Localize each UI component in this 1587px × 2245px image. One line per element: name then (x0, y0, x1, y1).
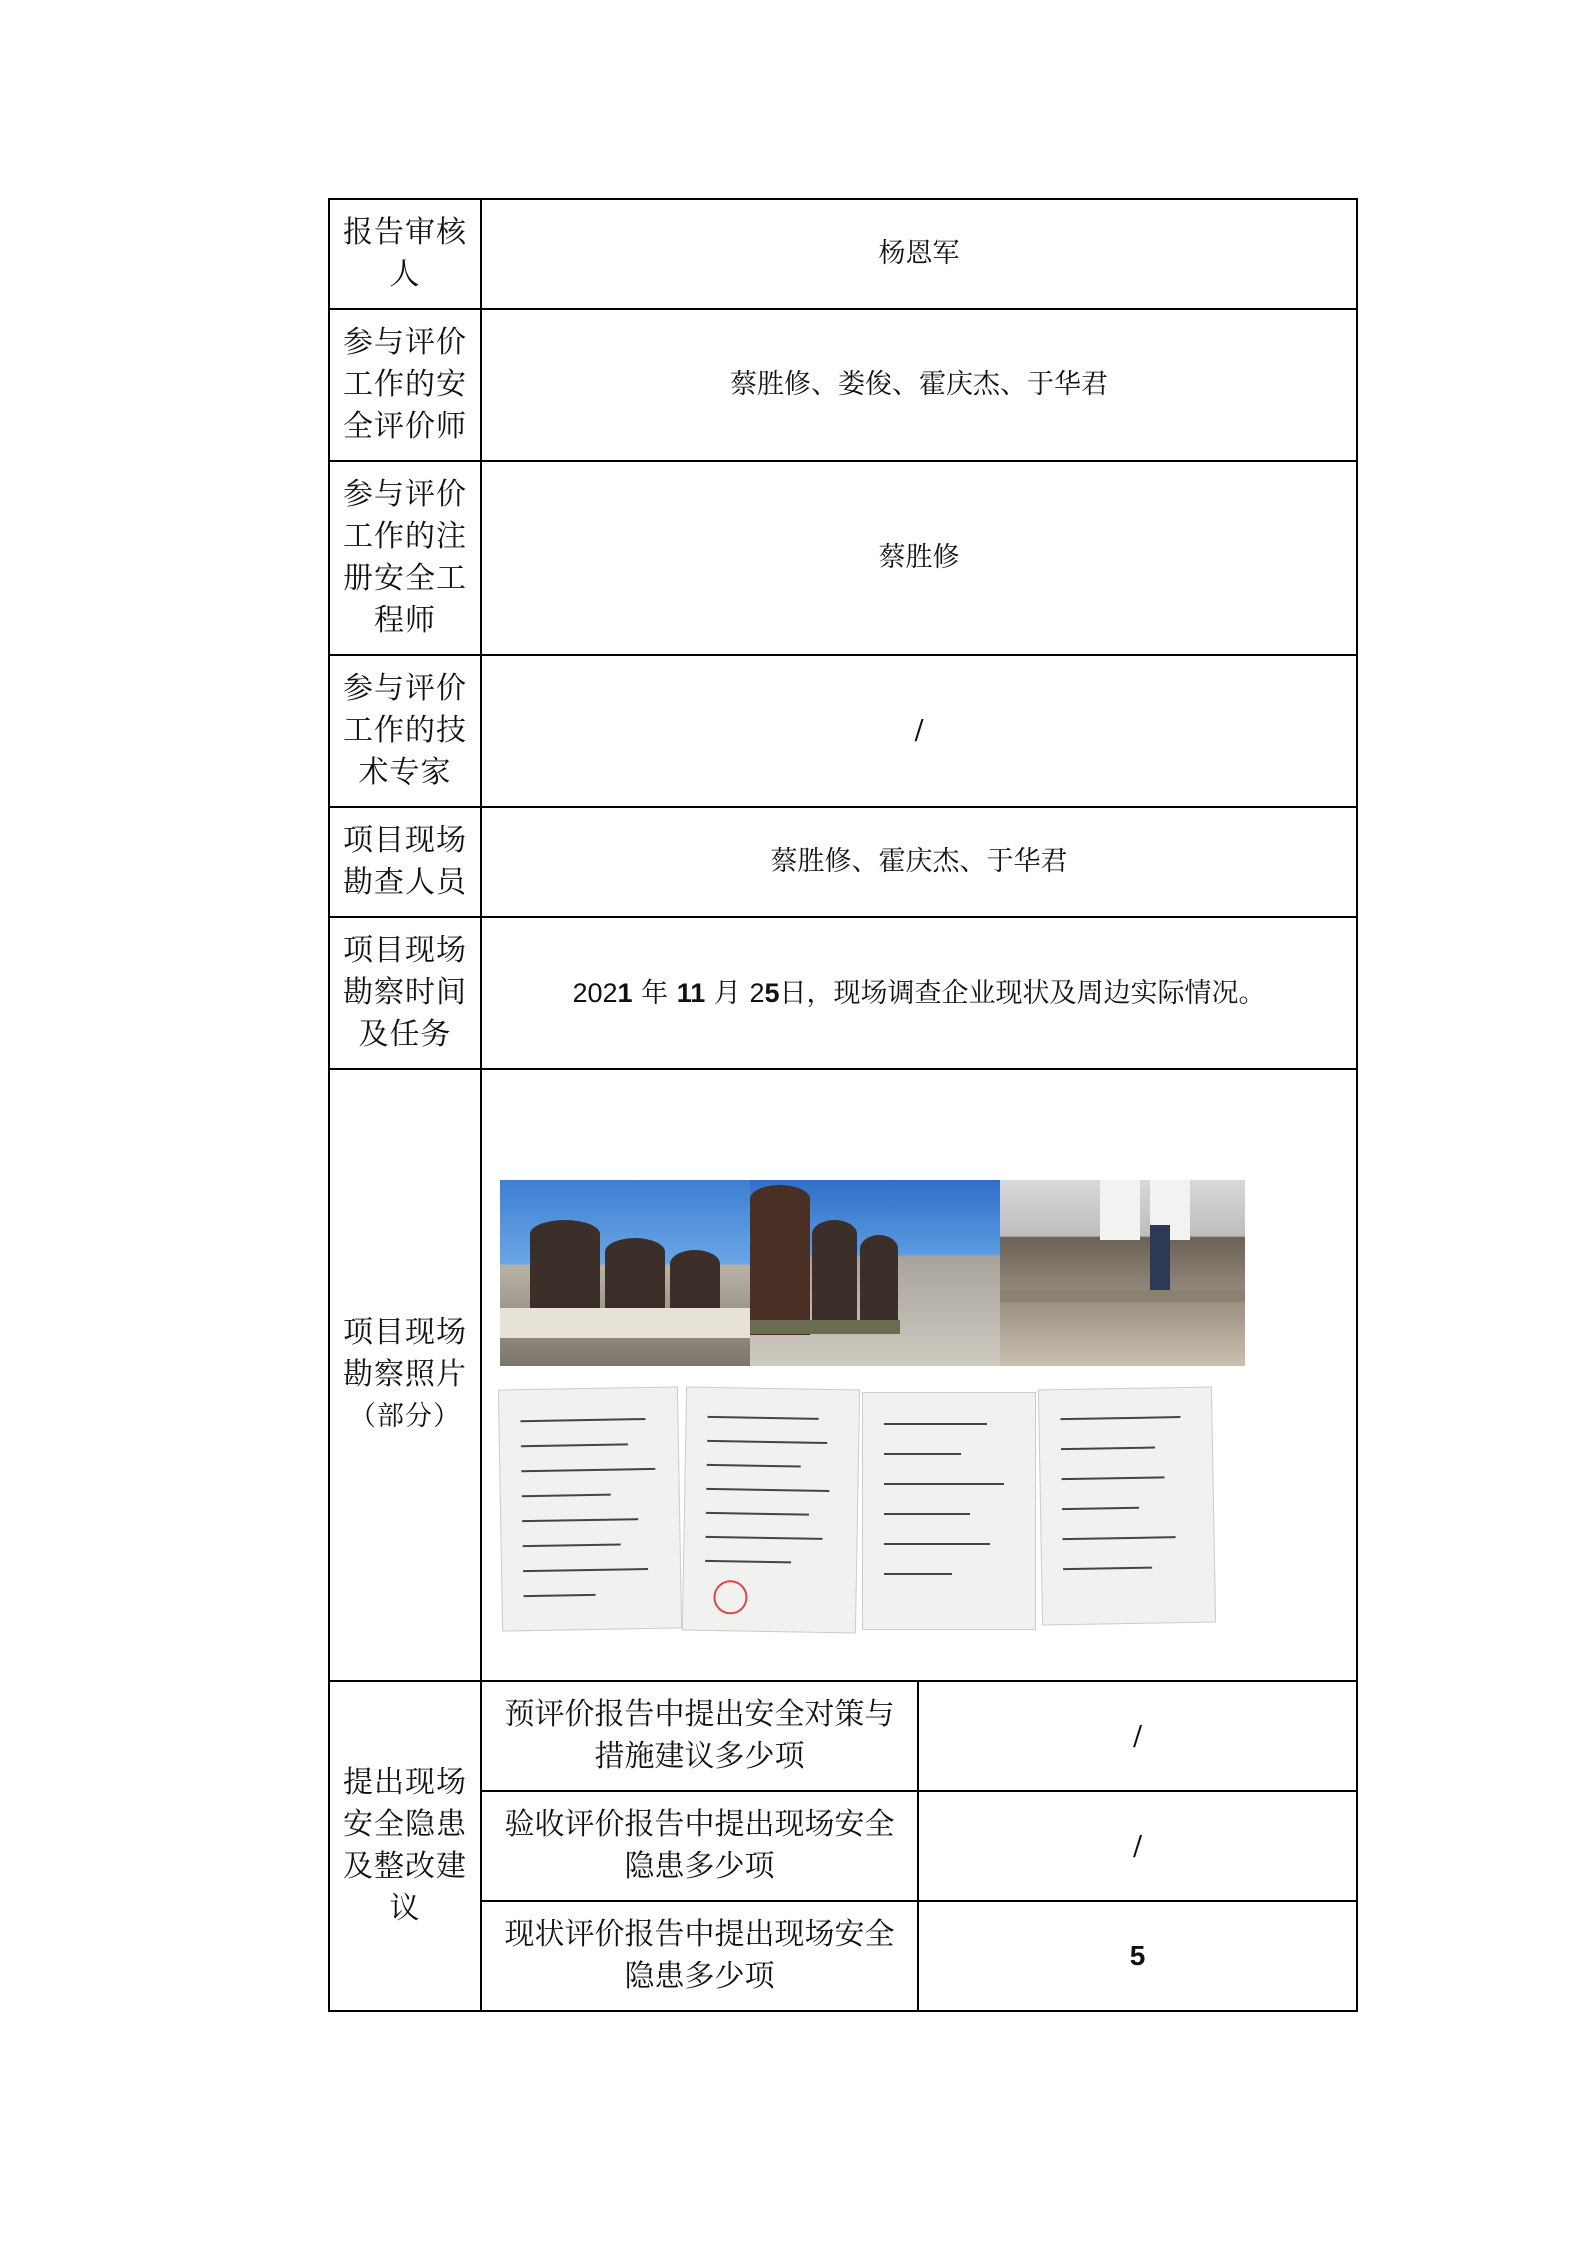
table-row (329, 461, 1357, 655)
hazard-question: 预评价报告中提出安全对策与措施建议多少项 (481, 1681, 918, 1791)
hazard-answer: 5 (918, 1901, 1357, 2011)
photos-cell (481, 1069, 1357, 1681)
table-row (329, 1901, 1357, 2011)
report-table (328, 198, 1358, 2012)
table-row (329, 917, 1357, 1069)
scanned-document-3 (862, 1392, 1036, 1630)
month-unit: 月 (705, 977, 750, 1009)
month-value: 11 (676, 977, 706, 1008)
row-label: 参与评价工作的注册安全工程师 (329, 461, 481, 655)
photos-note: （部分） (349, 1401, 461, 1432)
survey-description: 日，现场调查企业现状及周边实际情况。 (779, 977, 1266, 1009)
table-row (329, 1069, 1357, 1681)
row-label: 报告审核人 (329, 199, 481, 309)
row-label: 参与评价工作的技术专家 (329, 655, 481, 807)
day-prefix: 2 (749, 977, 765, 1008)
scanned-document-1 (498, 1386, 682, 1631)
engineers-value: 蔡胜修 (481, 461, 1357, 655)
table-row (329, 655, 1357, 807)
survey-time-value (481, 917, 1357, 1069)
scanned-document-4 (1038, 1386, 1216, 1625)
site-photo-yard (750, 1180, 1000, 1366)
hazard-question: 验收评价报告中提出现场安全隐患多少项 (481, 1791, 918, 1901)
row-label (329, 1069, 481, 1681)
photos-label: 项目现场勘察照片 (343, 1315, 467, 1392)
hazard-answer: / (918, 1791, 1357, 1901)
year-prefix: 202 (572, 977, 618, 1008)
site-photo-tanks (500, 1180, 750, 1366)
experts-value: / (481, 655, 1357, 807)
hazard-answer: / (918, 1681, 1357, 1791)
scanned-document-2 (682, 1387, 860, 1634)
table-row (329, 309, 1357, 461)
evaluators-value: 蔡胜修、娄俊、霍庆杰、于华君 (481, 309, 1357, 461)
row-label: 参与评价工作的安全评价师 (329, 309, 481, 461)
table-row (329, 1791, 1357, 1901)
surveyors-value: 蔡胜修、霍庆杰、于华君 (481, 807, 1357, 917)
row-label: 项目现场勘查人员 (329, 807, 481, 917)
table-row (329, 199, 1357, 309)
site-photo-inspection (1000, 1180, 1245, 1366)
year-last-digit: 1 (617, 977, 633, 1008)
day-last-digit: 5 (764, 977, 780, 1008)
year-unit: 年 (632, 977, 677, 1009)
hazard-question: 现状评价报告中提出现场安全隐患多少项 (481, 1901, 918, 2011)
table-row (329, 1681, 1357, 1791)
reviewer-value: 杨恩军 (481, 199, 1357, 309)
table-row (329, 807, 1357, 917)
row-label: 项目现场勘察时间及任务 (329, 917, 481, 1069)
hazards-label: 提出现场安全隐患及整改建议 (329, 1681, 481, 2011)
